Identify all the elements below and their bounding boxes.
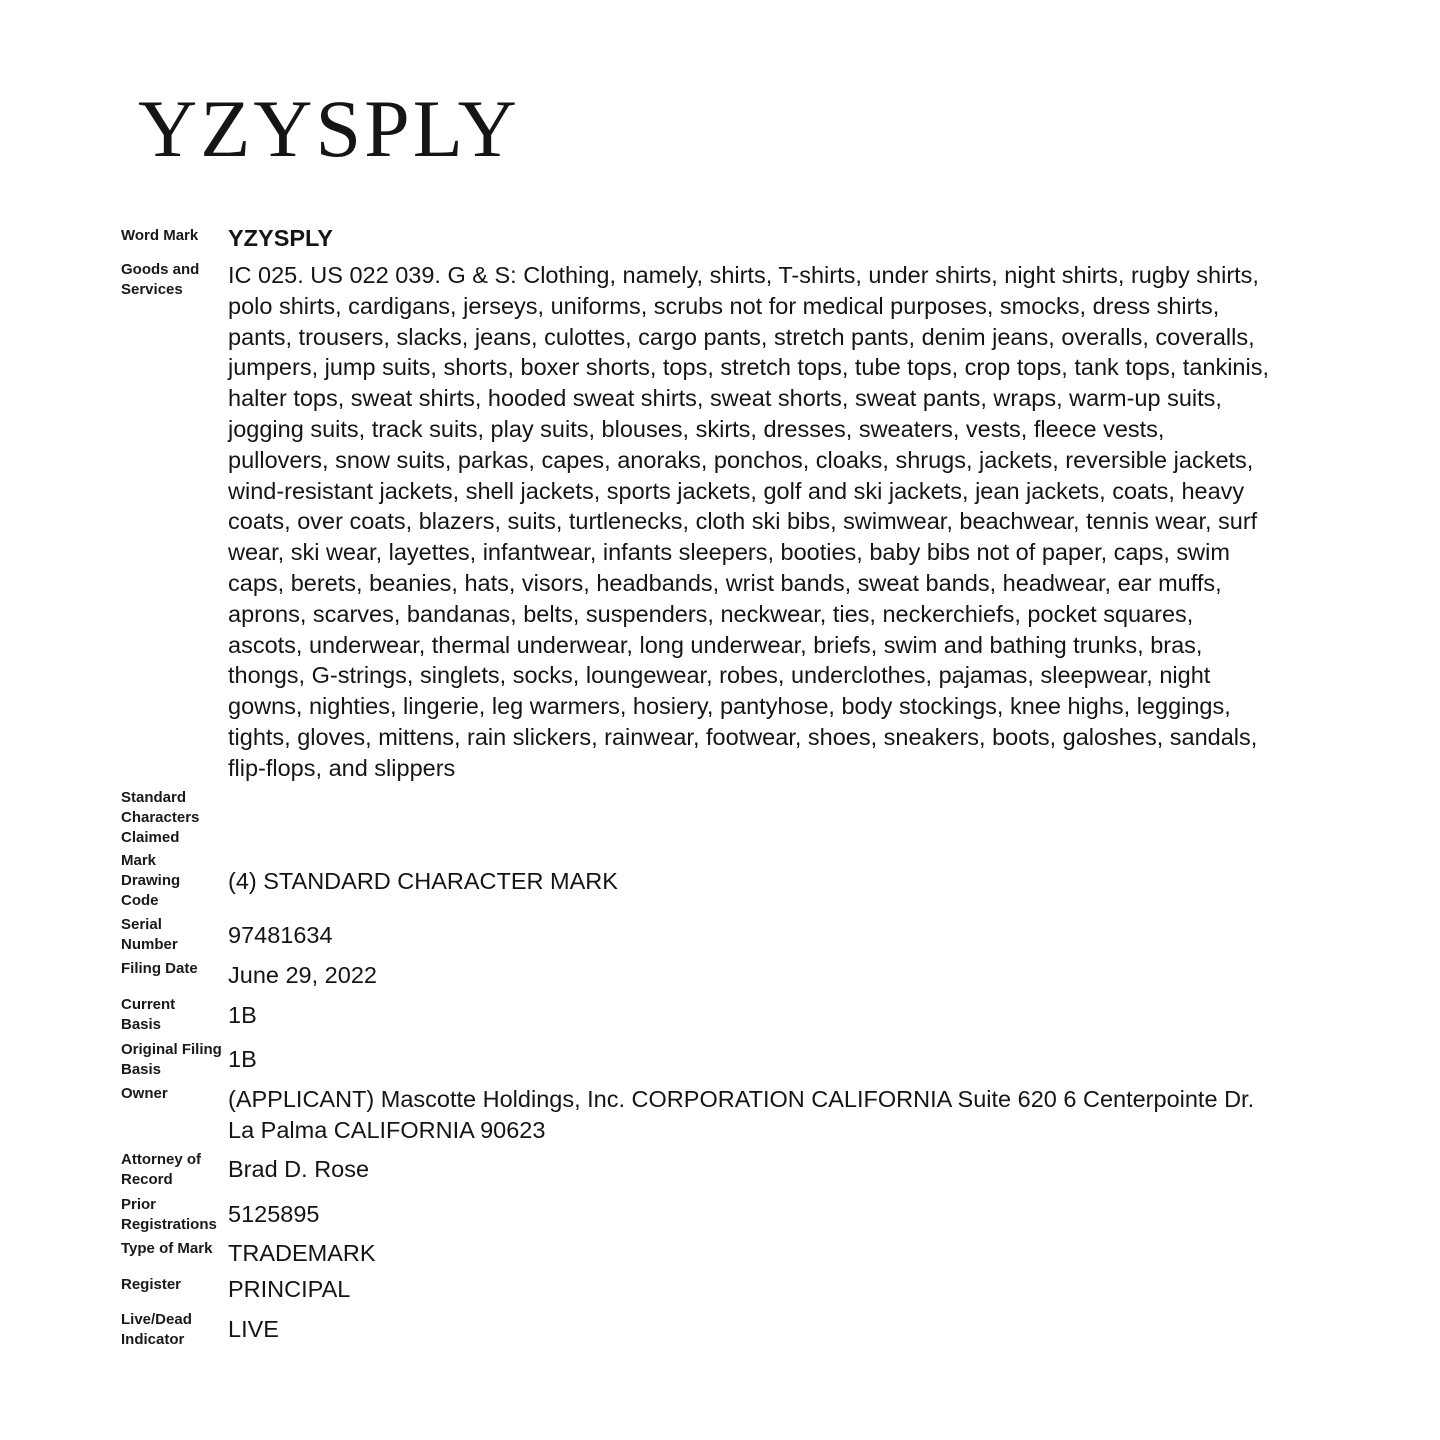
label-mark-drawing-code: Mark Drawing Code [121,852,181,909]
text-line: jogging suits, track suits, play suits, blouses, skirts, dresses, sweaters, vests, fleece vests, [228,415,1165,442]
label-live-dead: Live/Dead Indicator [121,1311,192,1348]
value-original-filing-basis: 1B [228,1046,257,1072]
label-word-mark: Word Mark [121,227,199,244]
text-line: (APPLICANT) Mascotte Holdings, Inc. CORPORATION CALIFORNIA Suite 620 6 Centerpointe Dr. [228,1086,1255,1112]
value-filing-date: June 29, 2022 [228,962,377,988]
label-original-filing-basis: Original Filing Basis [121,1041,222,1078]
label-filing-date: Filing Date [121,960,198,977]
text-line: jumpers, jump suits, shorts, boxer shorts, tops, stretch tops, tube tops, crop tops, tank tops, tankinis, [228,354,1269,381]
value-live-dead: LIVE [228,1316,279,1342]
value-word-mark: YZYSPLY [228,225,333,251]
text-line: thongs, G-strings, singlets, socks, loungewear, robes, underclothes, pajamas, sleepwear, night [228,662,1211,689]
text-line: tights, gloves, mittens, rain slickers, rainwear, footwear, shoes, sneakers, boots, galoshes, sandals, [228,723,1258,750]
text-line: gowns, nighties, lingerie, leg warmers, hosiery, pantyhose, body stockings, knee highs, leggings, [228,693,1231,720]
value-owner [228,1084,1254,1146]
value-serial-number: 97481634 [228,922,333,948]
text-line: ascots, underwear, thermal underwear, long underwear, briefs, swim and bathing trunks, bras, [228,631,1203,658]
label-owner: Owner [121,1085,168,1102]
text-line: halter tops, sweat shirts, hooded sweat shirts, sweat shorts, sweat pants, wraps, warm-up suits, [228,385,1222,412]
label-current-basis: Current Basis [121,996,176,1033]
value-prior-registrations: 5125895 [228,1201,320,1227]
text-line: aprons, scarves, bandanas, belts, suspenders, neckwear, ties, neckerchiefs, pocket squares, [228,600,1194,627]
value-type-of-mark: TRADEMARK [228,1240,376,1266]
value-register: PRINCIPAL [228,1276,351,1302]
text-line: pullovers, snow suits, parkas, capes, anoraks, ponchos, cloaks, shrugs, jackets, reversible jackets, [228,446,1254,473]
label-prior-registrations: Prior Registrations [121,1196,217,1233]
text-line: flip-flops, and slippers [228,754,456,781]
label-attorney: Attorney of Record [121,1151,201,1188]
text-line: wear, ski wear, layettes, infantwear, infants sleepers, booties, baby bibs not of paper, caps, swim [228,539,1230,566]
text-line: wind-resistant jackets, shell jackets, sports jackets, golf and ski jackets, jean jackets, coats, heavy [228,477,1245,504]
value-mark-drawing-code: (4) STANDARD CHARACTER MARK [228,868,618,894]
text-line: IC 025. US 022 039. G & S: Clothing, namely, shirts, T-shirts, under shirts, night shirts, rugby shirts, [228,262,1259,288]
text-line: polo shirts, cardigans, jerseys, uniforms, scrubs not for medical purposes, smocks, dress shirts, [228,292,1220,319]
text-line: pants, trousers, slacks, jeans, culottes, cargo pants, stretch pants, denim jeans, overalls, coveralls, [228,323,1255,350]
text-line: coats, over coats, blazers, suits, turtlenecks, cloth ski bibs, swimwear, beachwear, tennis wear, surf [228,508,1258,535]
label-standard-characters: Standard Characters Claimed [121,789,200,846]
label-type-of-mark: Type of Mark [121,1240,213,1257]
text-line: caps, berets, beanies, hats, visors, headbands, wrist bands, sweat bands, headwear, ear muffs, [228,569,1222,596]
mark-logo: YZYSPLY [138,83,520,174]
value-attorney: Brad D. Rose [228,1156,370,1182]
value-goods-services [228,260,1269,784]
label-goods-services: Goods and Services [121,261,200,298]
value-current-basis: 1B [228,1002,257,1028]
label-serial-number: Serial Number [121,916,178,953]
label-register: Register [121,1276,182,1293]
text-line: La Palma CALIFORNIA 90623 [228,1116,546,1143]
